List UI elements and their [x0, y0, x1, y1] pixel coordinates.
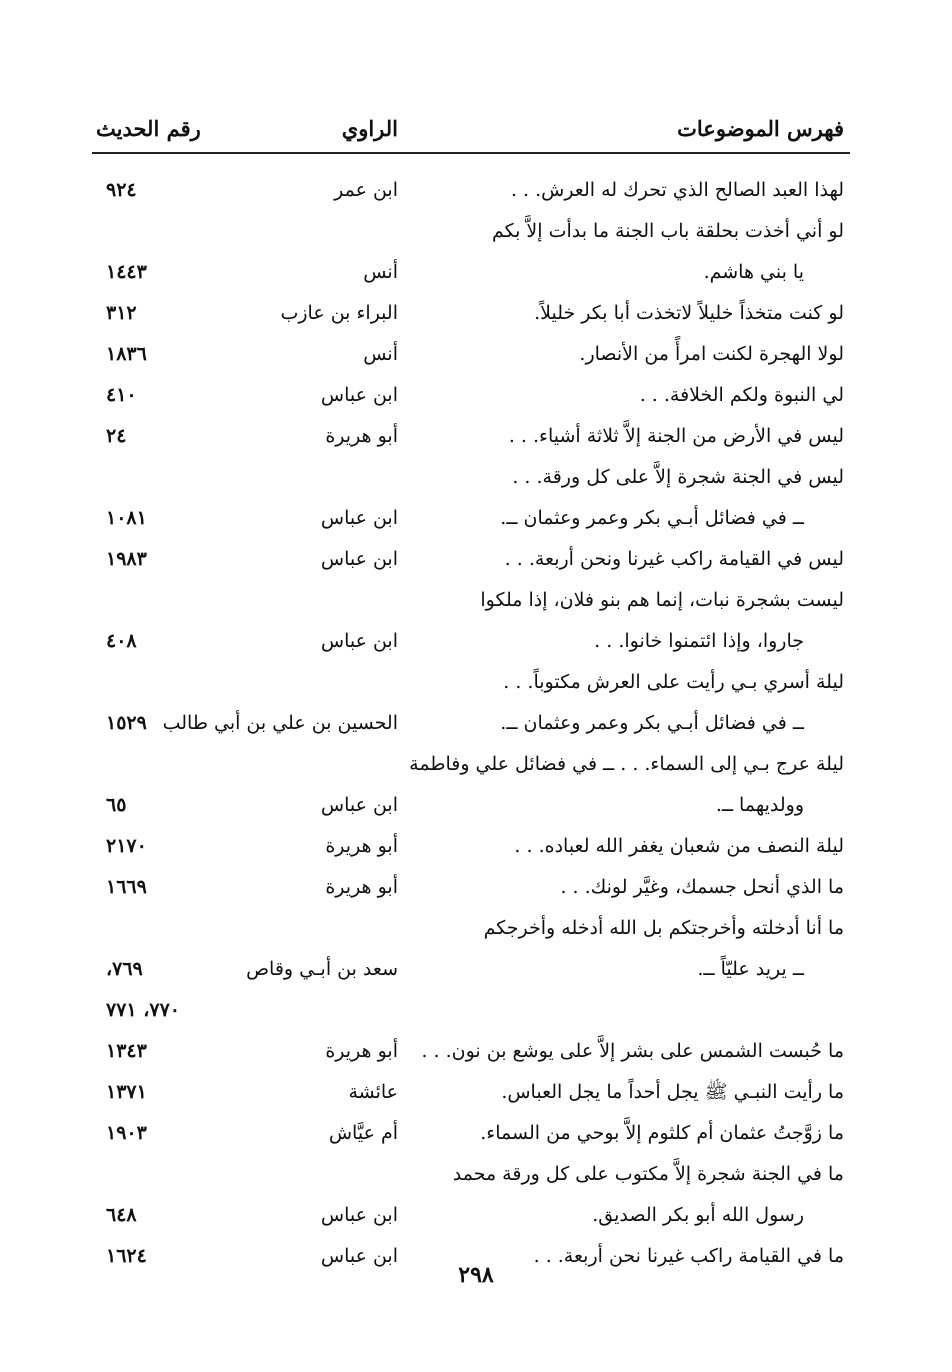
index-entry	[92, 252, 850, 293]
entry-topic: ليلة النصف من شعبان يغفر الله لعباده. . .	[514, 835, 844, 857]
index-entry	[92, 211, 850, 252]
entry-topic: ما حُبست الشمس على بشر إلاَّ على يوشع بن نون. . .	[421, 1040, 844, 1062]
index-entry	[92, 375, 850, 416]
index-entry	[92, 703, 850, 744]
entry-topic: ما في القيامة راكب غيرنا نحن أربعة. . .	[533, 1245, 844, 1267]
index-table	[92, 170, 850, 1277]
entry-topic: ليست بشجرة نبات، إنما هم بنو فلان، إذا ملكوا	[480, 589, 844, 611]
entry-narrator: ابن عباس	[320, 384, 398, 406]
entry-hadith-number: ١٣٧١	[106, 1081, 147, 1103]
entry-hadith-number: ٣١٢	[106, 302, 137, 324]
entry-topic: ليس في القيامة راكب غيرنا ونحن أربعة. . .	[504, 548, 844, 570]
entry-narrator: أنس	[363, 343, 398, 365]
entry-hadith-number: ٦٥	[106, 794, 127, 816]
entry-narrator: أبو هريرة	[325, 835, 398, 857]
index-entry	[92, 908, 850, 949]
entry-hadith-number: ١٥٢٩	[106, 712, 147, 734]
entry-hadith-number: ١٦٢٤	[106, 1245, 147, 1267]
entry-topic: لي النبوة ولكم الخلافة. . .	[639, 384, 844, 406]
entry-topic: ما في الجنة شجرة إلاَّ مكتوب على كل ورقة محمد	[452, 1163, 844, 1185]
entry-narrator: عائشة	[348, 1081, 398, 1103]
entry-narrator: أبو هريرة	[325, 876, 398, 898]
index-entry	[92, 621, 850, 662]
entry-topic: ليلة عرج بـي إلى السماء. . . ــ في فضائل علي وفاطمة	[409, 753, 844, 775]
entry-topic: يا بني هاشم.	[703, 261, 804, 283]
entry-hadith-number: ٤٠٨	[106, 630, 137, 652]
index-entry	[92, 744, 850, 785]
index-entry	[92, 867, 850, 908]
index-entry	[92, 334, 850, 375]
entry-topic: جاروا، وإذا ائتمنوا خانوا. . .	[594, 630, 804, 652]
entry-hadith-number: ٦٤٨	[106, 1204, 137, 1226]
entry-topic: ما رأيت النبـي ﷺ يجل أحداً ما يجل العباس.	[501, 1081, 844, 1103]
entry-hadith-number: ١٣٤٣	[106, 1040, 147, 1062]
index-entry	[92, 785, 850, 826]
entry-hadith-number: ٤١٠	[106, 384, 137, 406]
topics-column-header: فهرس الموضوعات	[677, 116, 844, 141]
entry-narrator: الحسين بن علي بن أبي طالب	[162, 712, 398, 734]
header-divider	[92, 152, 850, 154]
entry-hadith-number: ١٩٠٣	[106, 1122, 147, 1144]
entry-hadith-number: ١٦٦٩	[106, 876, 147, 898]
entry-hadith-number: ١٩٨٣	[106, 548, 147, 570]
index-entry	[92, 1031, 850, 1072]
entry-hadith-number: ١٤٤٣	[106, 261, 147, 283]
entry-hadith-number: ٧٧٠، ٧٧١	[106, 999, 180, 1021]
hadith-number-column-header: رقم الحديث	[96, 116, 201, 141]
entry-narrator: البراء بن عازب	[280, 302, 398, 324]
page-number: ٢٩٨	[458, 1262, 494, 1288]
entry-narrator: ابن عباس	[320, 1245, 398, 1267]
entry-narrator: ابن عباس	[320, 548, 398, 570]
entry-hadith-number: ١٨٣٦	[106, 343, 147, 365]
entry-topic: ما زوَّجتُ عثمان أم كلثوم إلاَّ بوحي من السماء.	[480, 1122, 844, 1144]
entry-hadith-number: ٩٢٤	[106, 179, 137, 201]
entry-topic: ــ يريد عليّاً ــ.	[697, 958, 804, 980]
entry-narrator: أنس	[363, 261, 398, 283]
entry-narrator: ابن عمر	[334, 179, 398, 201]
entry-narrator: أبو هريرة	[325, 1040, 398, 1062]
index-entry	[92, 990, 850, 1031]
entry-hadith-number: ١٠٨١	[106, 507, 147, 529]
entry-hadith-number: ٢١٧٠	[106, 835, 147, 857]
entry-narrator: سعد بن أبـي وقاص	[246, 958, 398, 980]
index-entry	[92, 580, 850, 621]
entry-topic: وولديهما ــ.	[715, 794, 804, 816]
narrator-column-header: الراوي	[341, 116, 398, 141]
entry-narrator: أم عيَّاش	[328, 1122, 398, 1144]
entry-narrator: ابن عباس	[320, 630, 398, 652]
entry-hadith-number: ٧٦٩،	[106, 958, 143, 980]
index-entry	[92, 457, 850, 498]
entry-narrator: ابن عباس	[320, 794, 398, 816]
entry-narrator: أبو هريرة	[325, 425, 398, 447]
entry-hadith-number: ٢٤	[106, 425, 127, 447]
index-entry	[92, 416, 850, 457]
entry-topic: رسول الله أبو بكر الصديق.	[592, 1204, 804, 1226]
entry-narrator: ابن عباس	[320, 1204, 398, 1226]
index-header	[92, 112, 850, 148]
index-entry	[92, 949, 850, 990]
entry-topic: لهذا العبد الصالح الذي تحرك له العرش. . .	[510, 179, 844, 201]
index-entry	[92, 1113, 850, 1154]
entry-topic: ليس في الجنة شجرة إلاَّ على كل ورقة. . .	[512, 466, 844, 488]
entry-topic: ليس في الأرض من الجنة إلاَّ ثلاثة أشياء. . .	[508, 425, 844, 447]
index-entry	[92, 539, 850, 580]
index-entry	[92, 1072, 850, 1113]
entry-topic: لو أني أخذت بحلقة باب الجنة ما بدأت إلاَّ بكم	[491, 220, 844, 242]
index-entry	[92, 170, 850, 211]
index-entry	[92, 1195, 850, 1236]
entry-topic: لو كنت متخذاً خليلاً لاتخذت أبا بكر خليلاً.	[534, 302, 844, 324]
index-entry	[92, 1154, 850, 1195]
entry-topic: ليلة أسري بـي رأيت على العرش مكتوباً. . .	[503, 671, 844, 693]
index-entry	[92, 498, 850, 539]
entry-topic: ــ في فضائل أبـي بكر وعمر وعثمان ــ.	[500, 712, 804, 734]
index-entry	[92, 293, 850, 334]
entry-topic: ــ في فضائل أبـي بكر وعمر وعثمان ــ.	[500, 507, 804, 529]
index-entry	[92, 826, 850, 867]
entry-narrator: ابن عباس	[320, 507, 398, 529]
entry-topic: لولا الهجرة لكنت امرأً من الأنصار.	[579, 343, 844, 365]
index-entry	[92, 662, 850, 703]
entry-topic: ما أنا أدخلته وأخرجتكم بل الله أدخله وأخرجكم	[483, 917, 844, 939]
entry-topic: ما الذي أنحل جسمك، وغيَّر لونك. . .	[560, 876, 844, 898]
